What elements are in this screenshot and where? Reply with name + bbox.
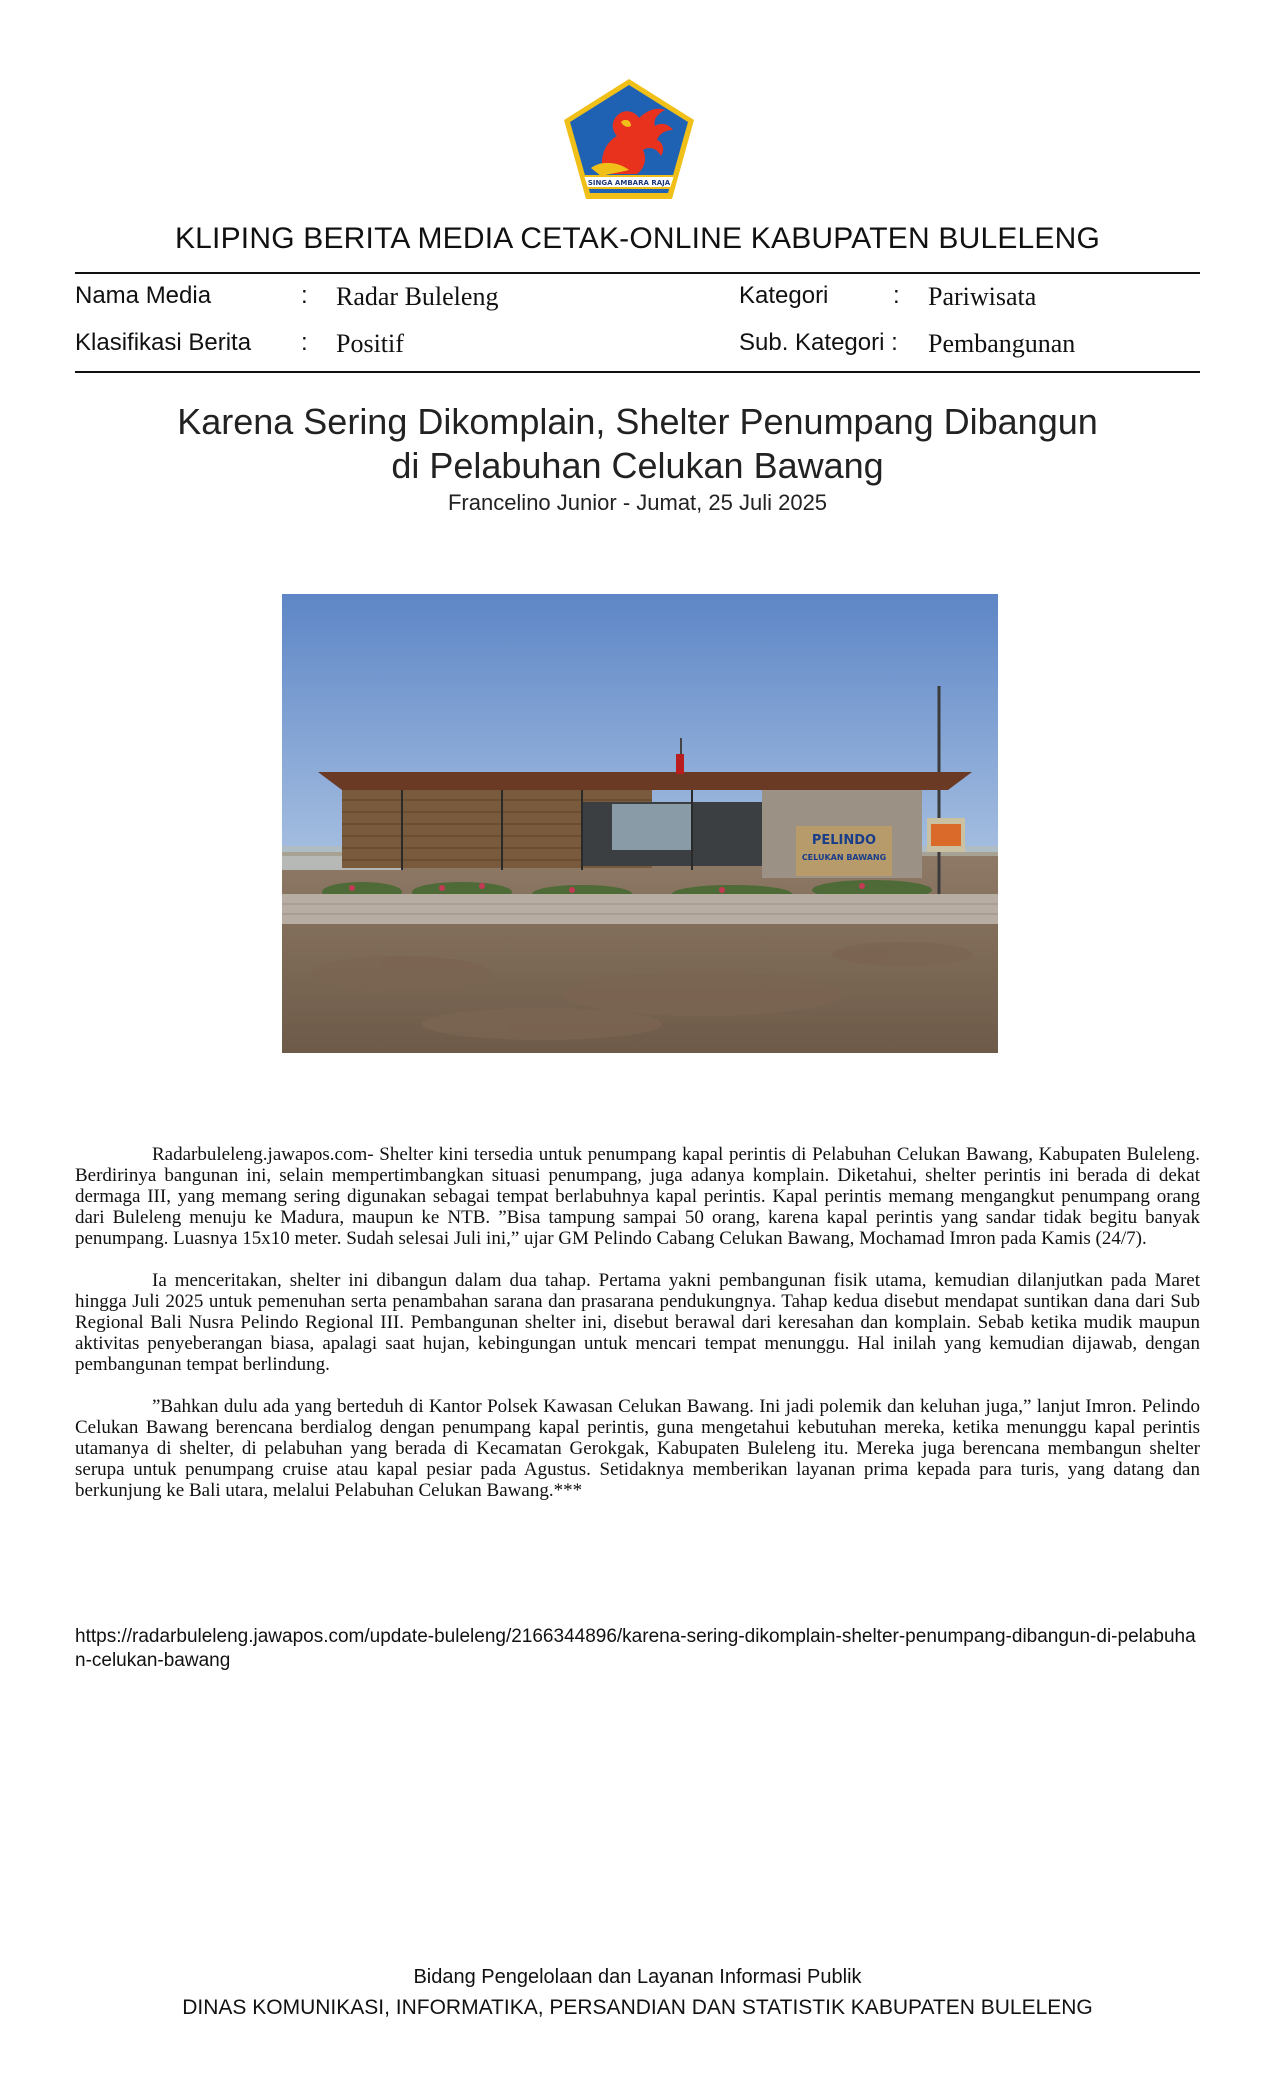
source-url-link[interactable]: https://radarbuleleng.jawapos.com/update-buleleng/2166344896/karena-sering-dikomplain-shelter-penumpang-dibangun-di-pelabuhan-celukan-bawang [75, 1626, 1196, 1671]
media-label: Nama Media [75, 282, 212, 309]
logo-ribbon-text: SINGA AMBARA RAJA [587, 179, 671, 187]
article-paragraph-1: Radarbuleleng.jawapos.com- Shelter kini tersedia untuk penumpang kapal perintis di Pelabuhan Celukan Bawang, Kabupaten Buleleng. Berdirinya bangunan ini, selain mempertimbangkan situasi penumpang, juga adanya komplain. Diketahui, shelter perintis ini berada di dekat dermaga III, yang memang sering digunakan sebagai tempat berlabuhnya kapal perintis. Kapal perintis memang mengangkut penumpang orang dari Buleleng menuju ke Madura, maupun ke NTB. ”Bisa tampung sampai 50 orang, karena kapal perintis yang sandar tidak begitu banyak penumpang. Luasnya 15x10 meter. Sudah selesai Juli ini,” ujar GM Pelindo Cabang Celukan Bawang, Mochamad Imron pada Kamis (24/7). [75, 1144, 1200, 1249]
article-paragraph-3: ”Bahkan dulu ada yang berteduh di Kantor Polsek Kawasan Celukan Bawang. Ini jadi polemik dan keluhan juga,” lanjut Imron. Pelindo Celukan Bawang berencana berdialog dengan penumpang kapal perintis, guna mengetahui kebutuhan mereka, ketika menunggu kapal perintis utamanya di shelter, di pelabuhan yang berada di Kecamatan Gerokgak, Kabupaten Buleleng itu. Mereka juga berencana membangun shelter serupa untuk penumpang cruise atau kapal pesiar pada Agustus. Setidaknya memberikan layanan prima kepada para turis, yang datang dan berkunjung ke Bali utara, melalui Pelabuhan Celukan Bawang.*** [75, 1396, 1200, 1501]
klasifikasi-label: Klasifikasi Berita [75, 329, 252, 356]
article-byline: Francelino Junior - Jumat, 25 Juli 2025 [447, 490, 828, 515]
header-bottom-rule [75, 371, 1200, 373]
photo-sign-line2: CELUKAN BAWANG [801, 853, 887, 862]
article-paragraph-2: Ia menceritakan, shelter ini dibangun dalam dua tahap. Pertama yakni pembangunan fisik utama, kemudian dilanjutkan pada Maret hingga Juli 2025 untuk pemenuhan serta penambahan sarana dan prasarana pendukungnya. Tahap kedua disebut mendapat suntikan dana dari Sub Regional Bali Nusra Pelindo Regional III. Pembangunan shelter ini, disebut berawal dari keresahan dan komplain. Sebab ketika mudik maupun aktivitas penyeberangan biasa, apalagi saat hujan, kebingungan untuk mencari tempat menunggu. Hal inilah yang kemudian dijawab, dengan pembangunan tempat berlindung. [75, 1270, 1200, 1375]
subkategori-label: Sub. Kategori : [739, 329, 898, 356]
kabupaten-buleleng-logo [561, 76, 697, 202]
klasifikasi-separator: : [301, 329, 308, 356]
footer-department: Bidang Pengelolaan dan Layanan Informasi Publik [413, 1966, 862, 1988]
article-title-line2: di Pelabuhan Celukan Bawang [391, 445, 884, 486]
media-value: Radar Buleleng [336, 282, 499, 311]
photo-sign-line1: PELINDO [811, 833, 877, 848]
document-header-title: KLIPING BERITA MEDIA CETAK-ONLINE KABUPATEN BULELENG [174, 222, 1101, 255]
meta-row-klasifikasi [75, 329, 1200, 363]
media-separator: : [301, 282, 308, 309]
shelter-photo-illustration [282, 594, 998, 1053]
kategori-separator: : [893, 282, 900, 309]
article-photo [282, 594, 998, 1053]
klasifikasi-value: Positif [336, 329, 404, 358]
kategori-value: Pariwisata [928, 282, 1037, 311]
header-top-rule [75, 272, 1200, 274]
meta-row-media [75, 282, 1200, 316]
article-body [75, 1144, 1200, 1522]
kategori-label: Kategori [739, 282, 829, 309]
subkategori-value: Pembangunan [928, 329, 1076, 358]
lion-emblem-icon [561, 76, 697, 202]
article-title [0, 400, 1275, 488]
footer-agency: DINAS KOMUNIKASI, INFORMATIKA, PERSANDIAN DAN STATISTIK KABUPATEN BULELENG [182, 1996, 1093, 2019]
article-title-line1: Karena Sering Dikomplain, Shelter Penumpang Dibangun [177, 401, 1098, 442]
